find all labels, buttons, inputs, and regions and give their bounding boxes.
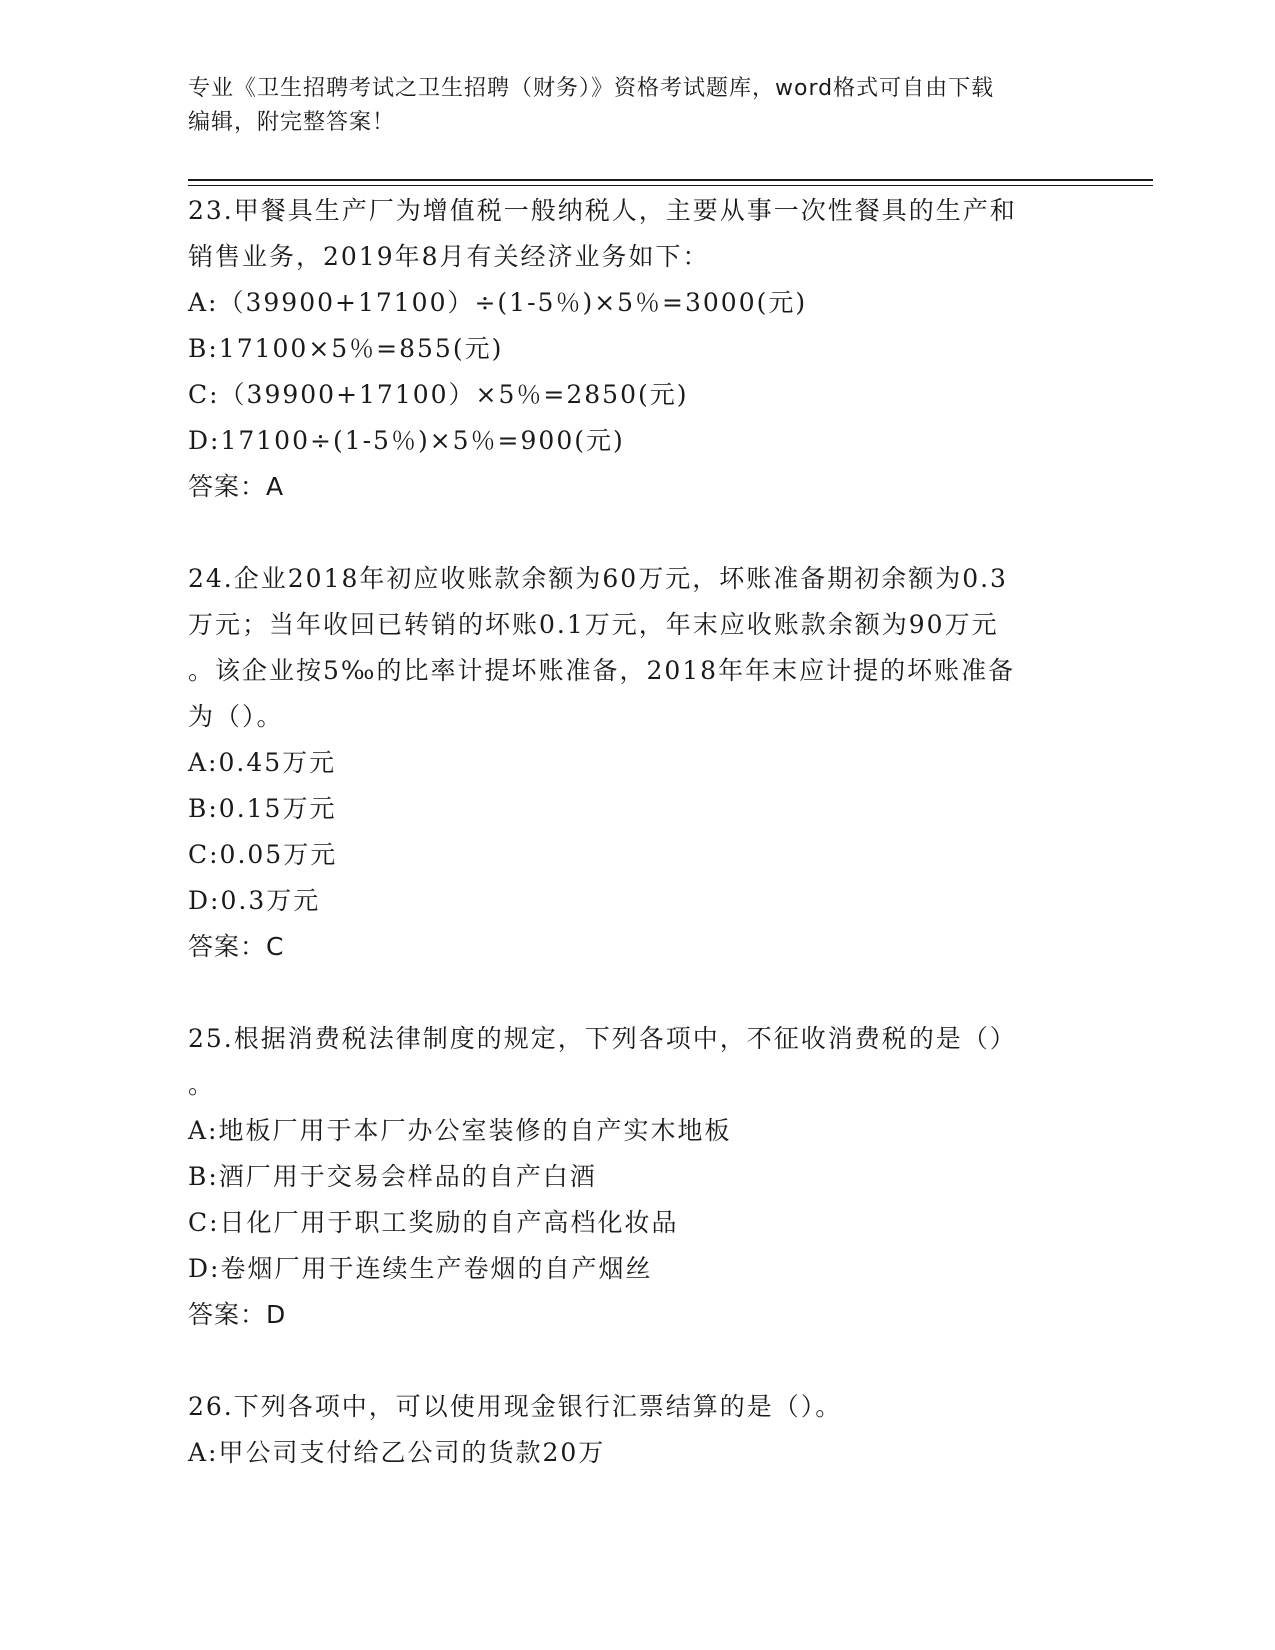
question-text-line: 。该企业按5‰的比率计提坏账准备，2018年年末应计提的坏账准备 bbox=[188, 656, 1016, 685]
answer-key: 答案：C bbox=[188, 932, 285, 961]
option-d: D:卷烟厂用于连续生产卷烟的自产烟丝 bbox=[188, 1254, 653, 1283]
answer-key: 答案：A bbox=[188, 472, 285, 501]
header-divider-thick bbox=[188, 179, 1153, 181]
option-a: A:0.45万元 bbox=[188, 748, 337, 777]
option-b: B:酒厂用于交易会样品的自产白酒 bbox=[188, 1162, 597, 1191]
option-c: C:0.05万元 bbox=[188, 840, 338, 869]
question-text-line: 销售业务，2019年8月有关经济业务如下： bbox=[188, 242, 710, 271]
question-24 bbox=[188, 556, 1088, 970]
answer-key: 答案：D bbox=[188, 1300, 287, 1329]
option-c: C:日化厂用于职工奖励的自产高档化妆品 bbox=[188, 1208, 679, 1237]
header-divider-thin bbox=[188, 185, 1153, 186]
question-23 bbox=[188, 188, 1088, 510]
option-c: C:（39900+17100）×5％=2850(元) bbox=[188, 380, 689, 409]
question-25 bbox=[188, 1016, 1088, 1338]
question-text-line: 24.企业2018年初应收账款余额为60万元，坏账准备期初余额为0.3 bbox=[188, 564, 1008, 593]
header-line-2: 编辑，附完整答案！ bbox=[188, 110, 396, 135]
option-b: B:17100×5％=855(元) bbox=[188, 334, 504, 363]
option-a: A:地板厂用于本厂办公室装修的自产实木地板 bbox=[188, 1116, 732, 1145]
question-spacer bbox=[188, 510, 1088, 556]
question-text-line: 23.甲餐具生产厂为增值税一般纳税人，主要从事一次性餐具的生产和 bbox=[188, 196, 1017, 225]
question-spacer bbox=[188, 1338, 1088, 1384]
document-header bbox=[188, 72, 1068, 140]
question-text-line: 26.下列各项中，可以使用现金银行汇票结算的是（）。 bbox=[188, 1392, 843, 1421]
question-list bbox=[188, 188, 1088, 1476]
option-d: D:17100÷(1-5％)×5％=900(元) bbox=[188, 426, 625, 455]
option-a: A:（39900+17100）÷(1-5％)×5％=3000(元) bbox=[188, 288, 808, 317]
question-26 bbox=[188, 1384, 1088, 1476]
question-spacer bbox=[188, 970, 1088, 1016]
question-text-line: 。 bbox=[188, 1070, 216, 1099]
question-text-line: 为（）。 bbox=[188, 702, 284, 731]
option-a: A:甲公司支付给乙公司的货款20万 bbox=[188, 1438, 606, 1467]
option-d: D:0.3万元 bbox=[188, 886, 321, 915]
option-b: B:0.15万元 bbox=[188, 794, 337, 823]
question-text-line: 25.根据消费税法律制度的规定，下列各项中，不征收消费税的是（） bbox=[188, 1024, 1017, 1053]
question-text-line: 万元；当年收回已转销的坏账0.1万元，年末应收账款余额为90万元 bbox=[188, 610, 999, 639]
header-line-1: 专业《卫生招聘考试之卫生招聘（财务）》资格考试题库，word格式可自由下载 bbox=[188, 76, 995, 101]
